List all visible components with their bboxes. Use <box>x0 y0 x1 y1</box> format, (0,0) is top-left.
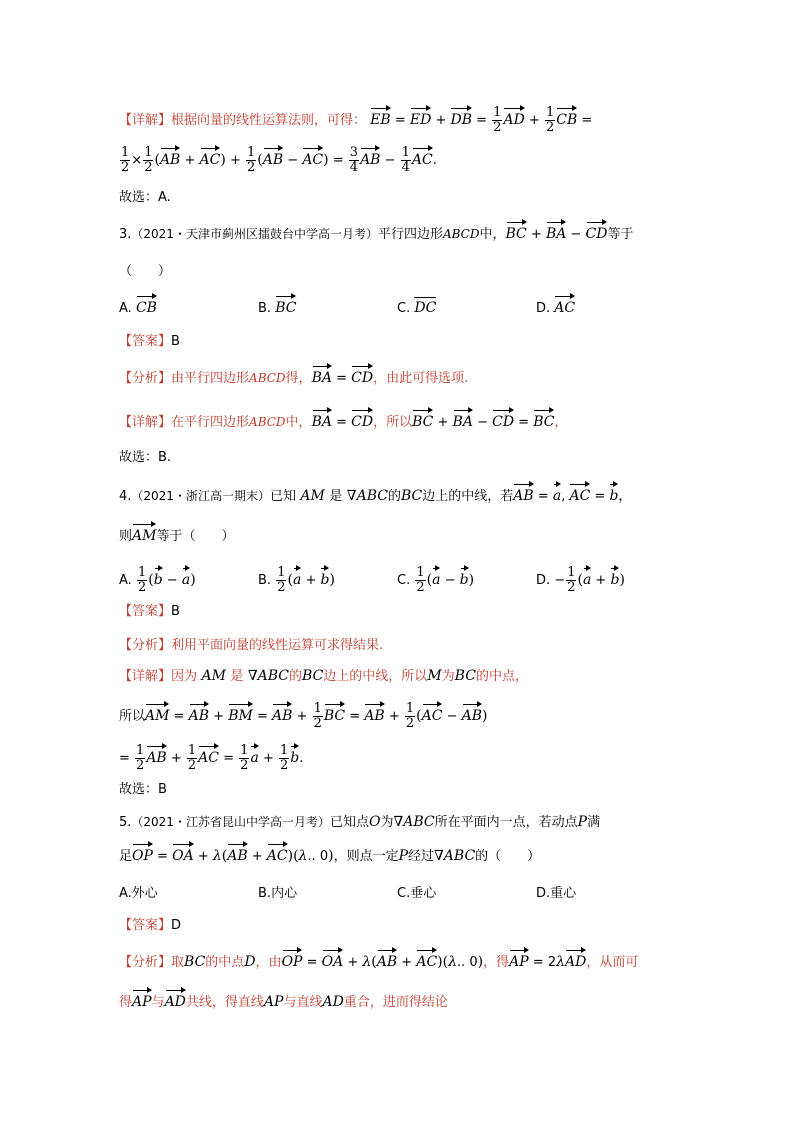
q5-option-a <box>119 884 158 904</box>
q3-option-d-vec: AC <box>554 300 576 316</box>
q4-stem: 4.（2021・浙江高一期末）已知 AM 是 ∇ABC的BC边上的中线，若AB = a, AC = b， <box>119 488 632 504</box>
q4-stem-c: 的 <box>387 489 401 504</box>
q3-choose-label: 故选： <box>119 450 159 465</box>
q3-option-a-letter: A. <box>119 301 132 316</box>
q3-option-b <box>258 298 296 319</box>
q5-analysis-eq2: AP = 2λAD <box>509 954 587 970</box>
formula-line-2: $\frac{1}{2}$ × $\frac{1}{2}$ (AB + AC) + $\frac{1}{2}$ (AB − AC) = $\frac{3}{4}$ AB − $\frac{1}{4}$ AC. <box>121 145 437 175</box>
formula-1: EB = ED + DB = $\frac{1}{2}$ AD + $\frac{1}{2}$ CB = <box>370 105 593 135</box>
q4-analysis-text: 利用平面向量的线性运算可求得结果. <box>171 638 384 653</box>
q3-option-c-letter: C. <box>397 301 411 316</box>
q5-stem-a: 已知点 <box>329 815 369 830</box>
q5-analysis-i: 与直线 <box>283 995 323 1010</box>
q3-analysis <box>119 368 468 389</box>
q3-analysis-a: 由平行四边形 <box>171 371 250 386</box>
q5-analysis-a: 取 <box>171 955 185 970</box>
q4-number: 4. <box>119 489 132 504</box>
q4-detail-a: 因为 <box>171 669 198 684</box>
q3-analysis-c: ，由此可得选项. <box>373 371 469 386</box>
q3-detail-eq2: BC + BA − CD = BC <box>412 414 555 430</box>
q5-option-d-text: 重心 <box>550 886 577 901</box>
q3-detail-tag: 【详解】 <box>119 415 172 430</box>
q4-option-a-letter: A. <box>119 573 132 588</box>
q5-option-b-text: 内心 <box>271 886 298 901</box>
q5-stem-f: ，则点一定 <box>333 849 399 864</box>
q4-analysis <box>119 636 383 656</box>
detail-line-1 <box>119 106 592 135</box>
q3-stem-text: 平行四边形 <box>377 227 443 242</box>
q3-source: （2021・天津市蓟州区擂鼓台中学高一月考） <box>131 227 378 241</box>
q5-analysis-d: ，得 <box>483 955 510 970</box>
q4-stem-2: 则AM等于（ ） <box>119 528 235 544</box>
choose-answer: A. <box>158 190 171 205</box>
q3-analysis-name: ABCD <box>249 371 286 385</box>
q5-option-b-letter: B. <box>258 886 272 901</box>
q5-option-c <box>397 884 436 904</box>
q5-analysis-j: 重合，进而得结论 <box>343 995 448 1010</box>
q4-derivation-2: = $\frac{1}{2}$ AB + $\frac{1}{2}$ AC = $\frac{1}{2}$ a + $\frac{1}{2}$ b. <box>119 743 304 773</box>
q3-option-c-vec: DC <box>414 300 437 316</box>
q5-option-b <box>258 884 297 904</box>
q3-parallelogram-name: ABCD <box>442 227 480 241</box>
q3-option-d <box>536 298 575 319</box>
q4-option-c: C. $\frac{1}{2}$ (a − b) <box>397 565 475 595</box>
q5-option-c-letter: C. <box>397 886 411 901</box>
q4-stem-d: 边上的中线，若 <box>422 489 514 504</box>
q5-analysis-eq1: OP = OA + λ(AB + AC)(λ.. 0) <box>281 954 484 970</box>
q4-option-a: A. $\frac{1}{2}$ (b − a) <box>119 565 196 595</box>
q5-stem-c: 所在平面内一点，若动点 <box>434 815 578 830</box>
q3-expression: BC + BA − CD <box>505 226 608 242</box>
q3-detail: 【详解】在平行四边形ABCD中，BA = CD，所以BC + BA − CD = BC， <box>119 414 568 430</box>
q4-derivation-1: 所以AM = AB + BM = AB + $\frac{1}{2}$ BC = AB + $\frac{1}{2}$ (AC − AB) <box>119 701 488 731</box>
q3-stem <box>119 224 633 245</box>
q3-detail-a: 在平行四边形 <box>171 415 250 430</box>
q5-analysis-tag: 【分析】 <box>119 955 172 970</box>
q5-analysis-g: 与 <box>151 995 165 1010</box>
q5-analysis: 【分析】取BC的中点D，由OP = OA + λ(AB + AC)(λ.. 0)，得AP = 2λAD，从而可 <box>119 954 639 970</box>
q3-analysis-tag: 【分析】 <box>119 371 172 386</box>
q3-detail-eq1: BA = CD <box>311 414 374 430</box>
q5-answer <box>119 916 181 936</box>
q5-stem-b: 为 <box>380 815 394 830</box>
q5-analysis-2: 得AP与AD共线，得直线AP与直线AD重合，进而得结论 <box>119 994 448 1010</box>
q5-analysis-b: 的中点 <box>205 955 245 970</box>
q3-option-b-letter: B. <box>258 301 272 316</box>
q4-detail-e: 为 <box>441 669 455 684</box>
q5-answer-tag: 【答案】 <box>119 918 172 933</box>
detail-tag: 【详解】 <box>119 113 172 128</box>
q4-option-b: B. $\frac{1}{2}$ (a + b) <box>258 565 335 595</box>
q5-option-c-text: 垂心 <box>410 886 437 901</box>
q5-analysis-h: 共线，得直线 <box>185 995 264 1010</box>
q4-source: （2021・浙江高一期末） <box>131 489 270 503</box>
q4-stem-b: 是 <box>329 489 343 504</box>
q4-answer-tag: 【答案】 <box>119 604 172 619</box>
choose-label: 故选： <box>119 190 159 205</box>
q3-detail-b: 中， <box>285 415 312 430</box>
q5-option-d <box>536 884 576 904</box>
q4-analysis-tag: 【分析】 <box>119 638 172 653</box>
q4-stem-eq: AB = a, AC = b <box>513 488 619 504</box>
q4-detail-d: 边上的中线，所以 <box>323 669 428 684</box>
q4-detail-f: 的中点， <box>475 669 528 684</box>
q4-answer <box>119 602 180 622</box>
q3-suffix: 等于 <box>607 227 634 242</box>
q3-paren: （ ） <box>119 264 172 279</box>
q3-option-a <box>119 298 157 319</box>
q5-analysis-f: 得 <box>119 995 133 1010</box>
q3-option-a-vec: CB <box>135 300 157 316</box>
q4-choose <box>119 780 167 800</box>
q4-stem-f: 等于（ ） <box>156 529 235 544</box>
q5-option-a-text: 外心 <box>131 886 158 901</box>
q3-answer <box>119 332 180 352</box>
q4-detail: 【详解】因为 AM 是 ∇ABC的BC边上的中线，所以M为BC的中点， <box>119 668 528 684</box>
q5-stem-2: 足OP = OA + λ(AB + AC)(λ.. 0)，则点一定P经过∇ABC的（ ） <box>119 848 541 864</box>
q5-stem-d: 满 <box>587 815 601 830</box>
q4-detail-b: 是 <box>230 669 244 684</box>
q5-stem: 5.（2021・江苏省昆山中学高一月考）已知点O为∇ABC所在平面内一点，若动点P满 <box>119 814 601 830</box>
q5-stem-g: 经过 <box>408 849 435 864</box>
q3-number: 3. <box>119 227 132 242</box>
q5-option-a-letter: A. <box>119 886 132 901</box>
q3-choose <box>119 448 171 468</box>
q4-choose-label: 故选： <box>119 782 159 797</box>
q5-stem-h: 的（ ） <box>475 849 541 864</box>
detail-text: 根据向量的线性运算法则，可得： <box>171 113 367 128</box>
q3-detail-name: ABCD <box>249 415 286 429</box>
q4-so: 所以 <box>119 709 146 724</box>
q4-option-b-letter: B. <box>258 573 272 588</box>
q5-option-d-letter: D. <box>536 886 551 901</box>
q3-choose-value: B. <box>158 450 172 465</box>
q3-option-d-letter: D. <box>536 301 551 316</box>
q5-analysis-c: ，由 <box>255 955 282 970</box>
choose-line-1 <box>119 188 171 208</box>
q5-analysis-e: ，从而可 <box>586 955 639 970</box>
q5-source: （2021・江苏省昆山中学高一月考） <box>131 815 330 829</box>
q3-option-b-vec: BC <box>275 300 297 316</box>
q3-answer-value: B <box>171 334 180 349</box>
q4-choose-value: B <box>158 782 167 797</box>
q3-analysis-eq: BA = CD <box>311 370 374 386</box>
q3-answer-tag: 【答案】 <box>119 334 172 349</box>
q4-detail-c: 的 <box>289 669 303 684</box>
q3-detail-c: ，所以 <box>373 415 413 430</box>
q4-answer-value: B <box>171 604 180 619</box>
q5-number: 5. <box>119 815 132 830</box>
q3-stem-text2: 中， <box>479 227 506 242</box>
q5-stem-e: 足 <box>119 849 133 864</box>
q4-stem-e: 则 <box>119 529 133 544</box>
q3-option-c <box>397 298 436 319</box>
q4-stem-a: 已知 <box>269 489 296 504</box>
q3-analysis-b: 得， <box>285 371 312 386</box>
q4-detail-tag: 【详解】 <box>119 669 172 684</box>
q4-option-d: D. − $\frac{1}{2}$ (a + b) <box>536 565 625 595</box>
q4-option-c-letter: C. <box>397 573 411 588</box>
q5-answer-value: D <box>171 918 182 933</box>
q4-option-d-letter: D. <box>536 573 551 588</box>
